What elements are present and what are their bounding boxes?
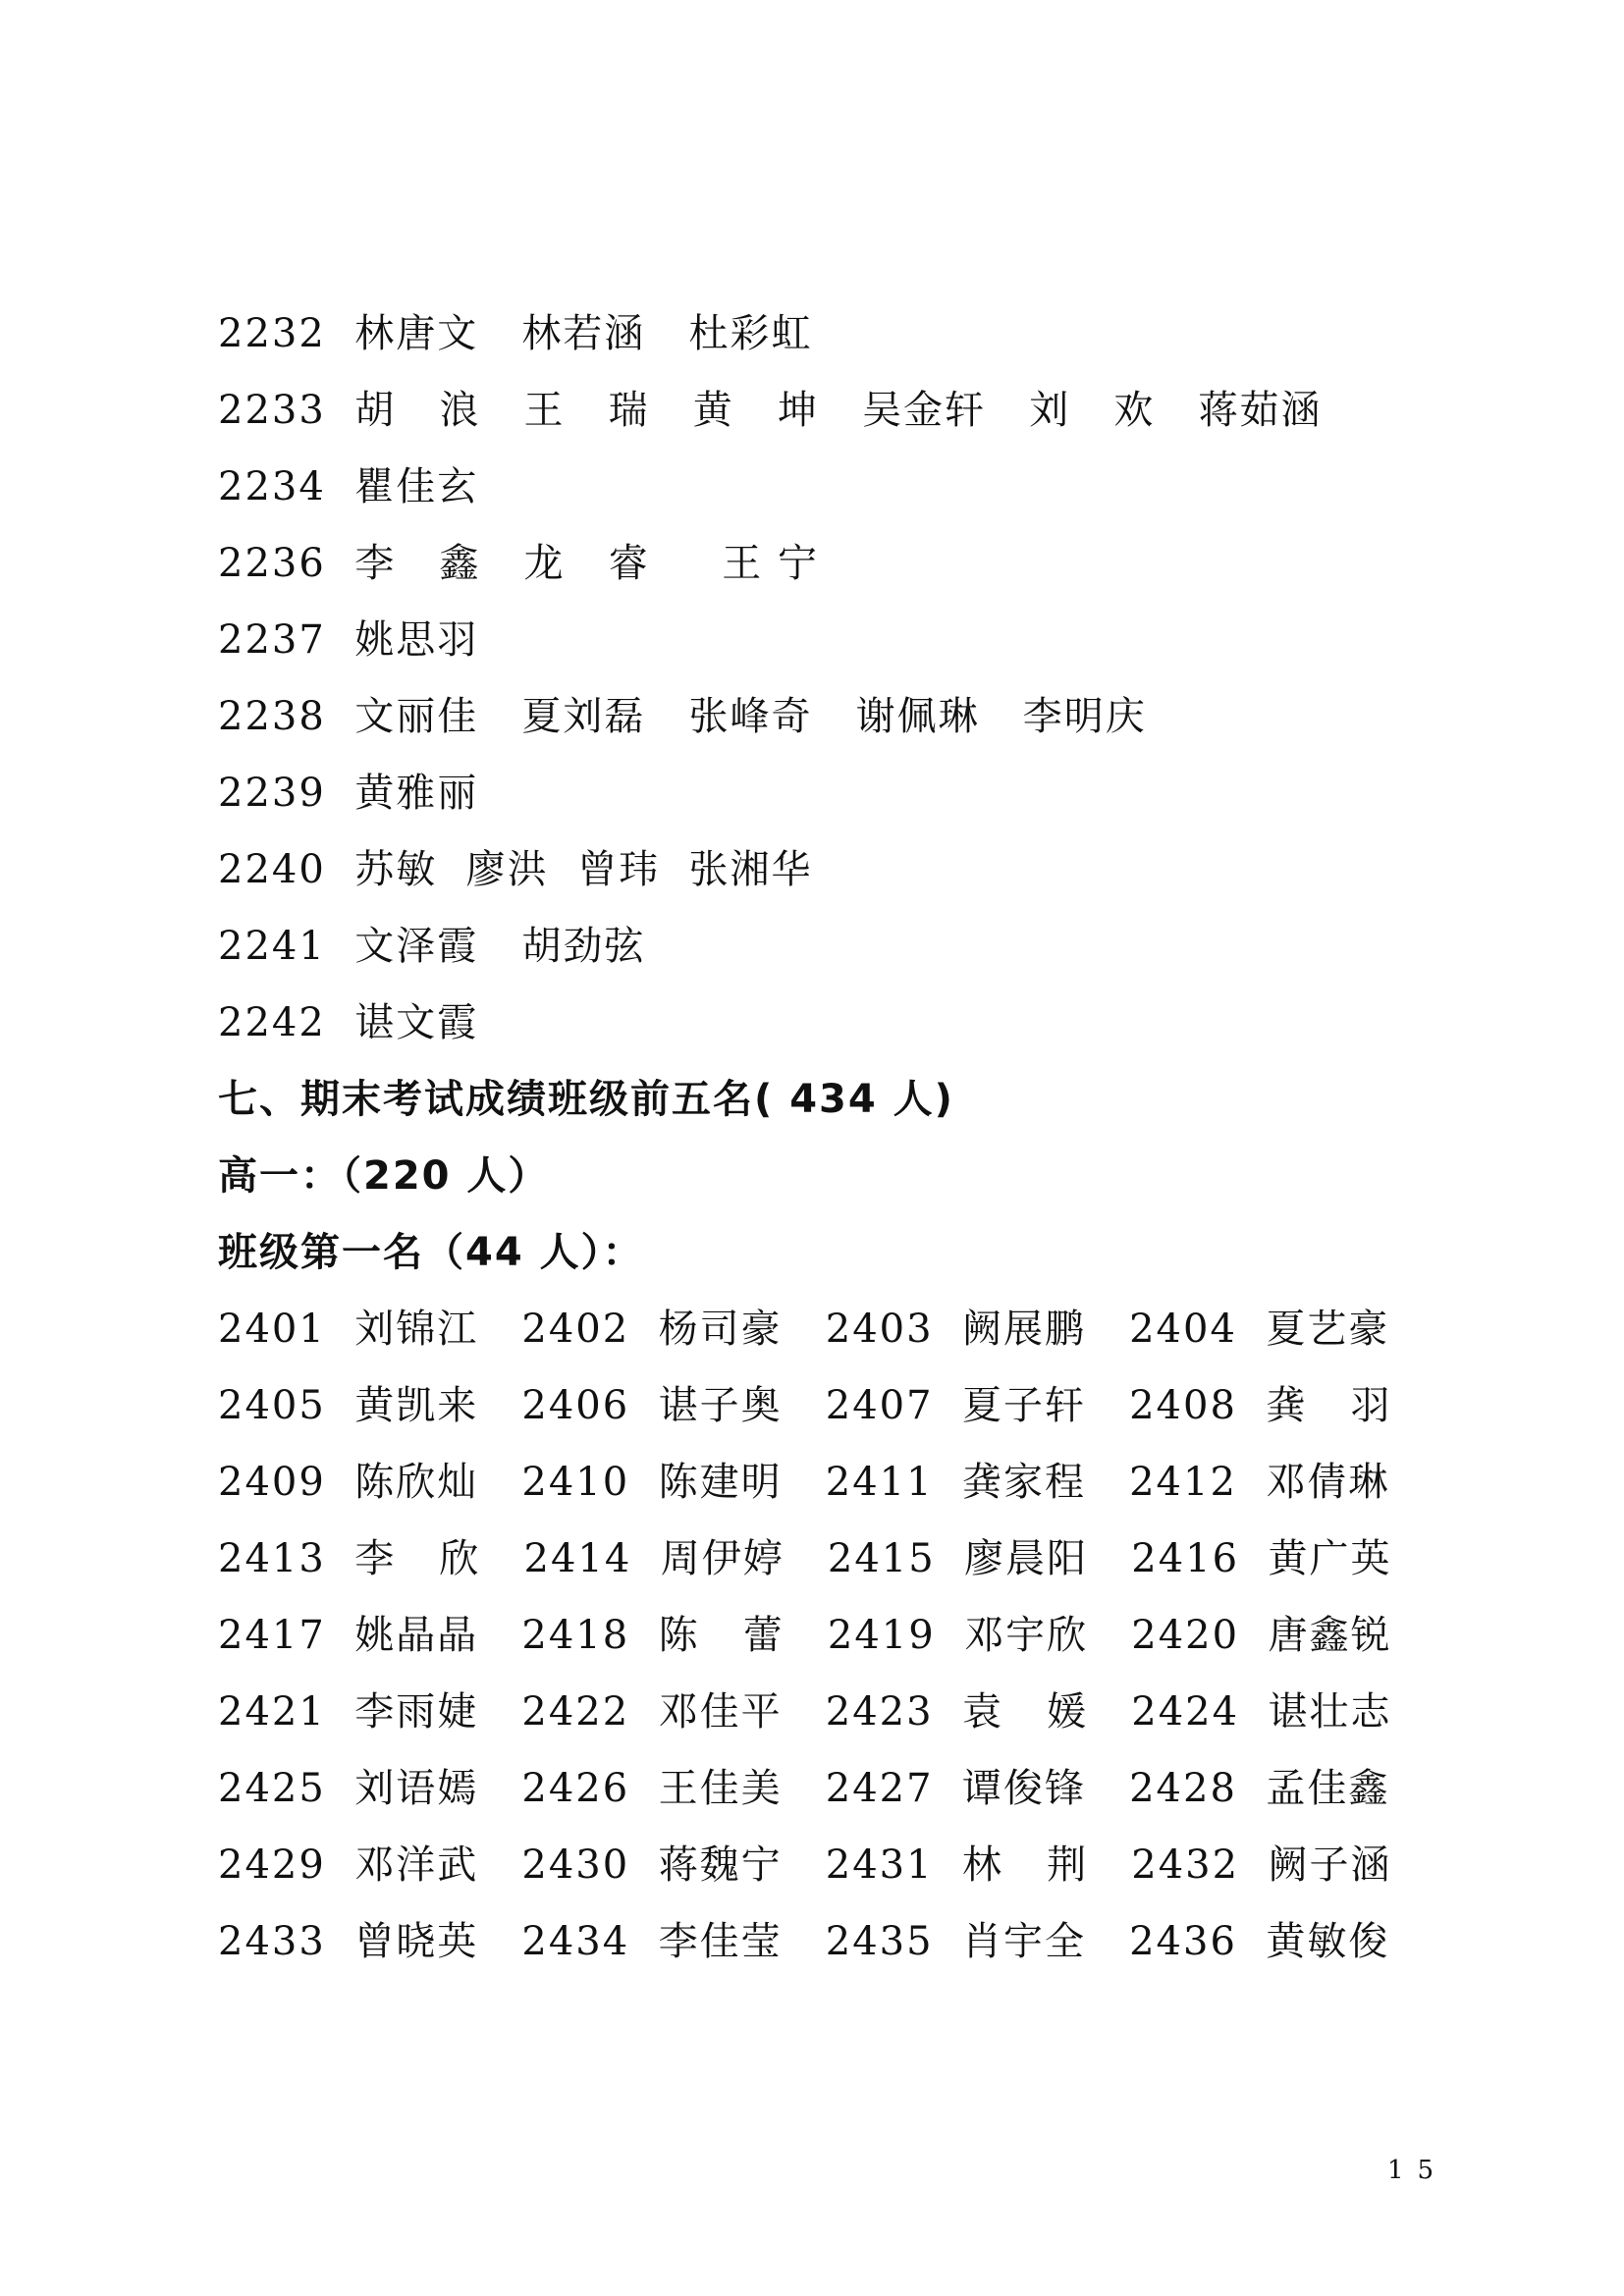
list-item: 2240 苏敏 廖洪 曾玮 张湘华 <box>218 847 813 892</box>
list-item: 2421 李雨婕 2422 邓佳平 2423 袁 媛 2424 谌壮志 <box>218 1689 1392 1735</box>
list-item: 2242 谌文霞 <box>218 1000 479 1045</box>
list-item: 2232 林唐文 林若涵 杜彩虹 <box>218 311 813 356</box>
list-item: 2239 黄雅丽 <box>218 771 479 816</box>
list-item: 2417 姚晶晶 2418 陈 蕾 2419 邓宇欣 2420 唐鑫锐 <box>218 1613 1392 1658</box>
list-item: 2234 瞿佳玄 <box>218 464 479 509</box>
list-item: 2401 刘锦江 2402 杨司豪 2403 阙展鹏 2404 夏艺豪 <box>218 1307 1390 1352</box>
section-heading: 七、期末考试成绩班级前五名( 434 人) <box>218 1077 954 1122</box>
list-item: 2238 文丽佳 夏刘磊 张峰奇 谢佩琳 李明庆 <box>218 694 1147 739</box>
list-item: 2241 文泽霞 胡劲弦 <box>218 924 646 969</box>
list-item: 2433 曾晓英 2434 李佳莹 2435 肖宇全 2436 黄敏俊 <box>218 1919 1390 1964</box>
page-number: 15 <box>1387 2156 1448 2185</box>
list-item: 2409 陈欣灿 2410 陈建明 2411 龚家程 2412 邓倩琳 <box>218 1460 1390 1505</box>
list-item: 2413 李 欣 2414 周伊婷 2415 廖晨阳 2416 黄广英 <box>218 1536 1392 1581</box>
list-item: 2236 李 鑫 龙 睿 王 宁 <box>218 541 819 586</box>
list-item: 2429 邓洋武 2430 蒋魏宁 2431 林 荆 2432 阙子涵 <box>218 1842 1392 1888</box>
subsection-heading: 高一：（220 人） <box>218 1153 550 1199</box>
list-item: 2233 胡 浪 王 瑞 黄 坤 吴金轩 刘 欢 蒋茹涵 <box>218 388 1323 433</box>
list-item: 2425 刘语嫣 2426 王佳美 2427 谭俊锋 2428 孟佳鑫 <box>218 1766 1390 1811</box>
subsection-heading: 班级第一名（44 人）： <box>218 1230 644 1275</box>
list-item: 2405 黄凯来 2406 谌子奥 2407 夏子轩 2408 龚 羽 <box>218 1383 1392 1428</box>
list-item: 2237 姚思羽 <box>218 617 479 663</box>
